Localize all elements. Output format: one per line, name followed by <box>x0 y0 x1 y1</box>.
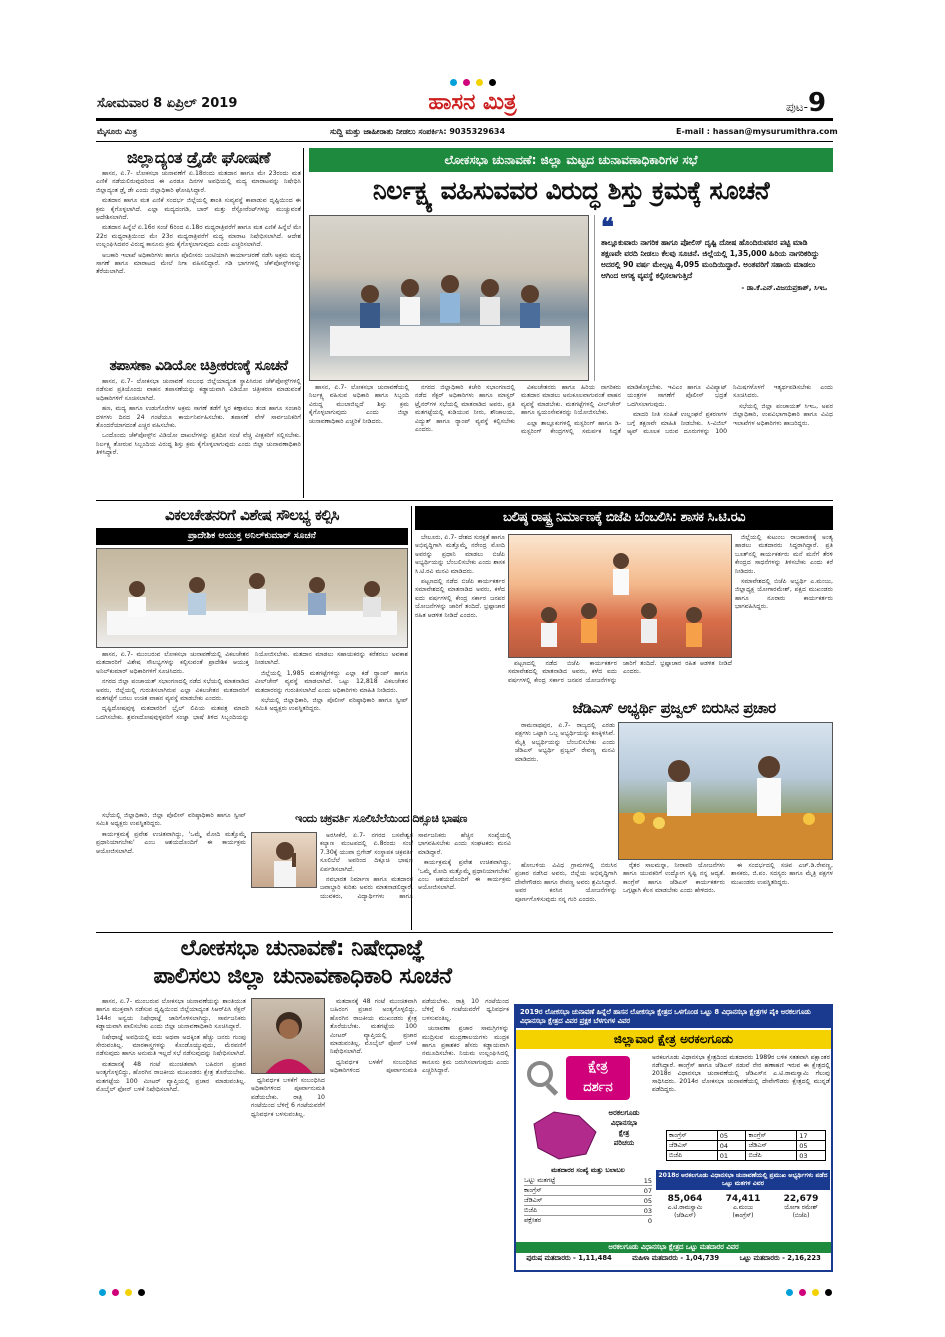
party-wins-table <box>666 1130 826 1161</box>
story3-body: ಹಾಸನ, ಏ.7- ಮುಂಬರುವ ಲೋಕಸಭಾ ಚುನಾವಣೆಯಲ್ಲಿ ವಿಕಲಚೇತನ ಮತದಾರರಿಗೆ ವಿಶೇಷ ಸೌಲಭ್ಯಗಳನ್ನು ಕಲ್ಪಿಸುವಂತೆ ಪ್ರಾದೇಶಿಕ ಆಯುಕ್ತ ಅನಿಲ್‌ಕುಮಾರ್ ಅಧಿಕಾರಿಗಳಿಗೆ ಸೂಚಿಸಿದರು. ನಗರದ ಜಿಲ್ಲಾ ಪಂಚಾಯತ್ ಸಭಾಂಗಣದಲ್ಲಿ ನಡೆದ ಸಭೆಯಲ್ಲಿ ಮಾತನಾಡಿದ ಅವರು, ಜಿಲ್ಲೆಯಲ್ಲಿ ಗುರುತಿಸಲಾಗಿರುವ ಎಲ್ಲಾ ವಿಕಲಚೇತನ ಮತದಾರರಿಗೆ ಮತಗಟ್ಟೆಗೆ ಬರಲು ಉಚಿತ ವಾಹನ ವ್ಯವಸ್ಥೆ ಮಾಡಬೇಕು ಎಂದರು. ದೃಷ್ಟಿದೋಷವುಳ್ಳ ಮತದಾರರಿಗೆ ಬ್ರೈಲ್ ಲಿಪಿಯ ಮತಪತ್ರ ಮಾದರಿ ಒದಗಿಸಬೇಕು. ಶ್ರವಣದೋಷವುಳ್ಳವರಿಗೆ ಸಂಜ್ಞಾ ಭಾಷೆ ತಿಳಿದ ಸಿಬ್ಬಂದಿಯನ್ನು ನಿಯೋಜಿಸಬೇಕು. ಮತದಾನ ಮಾಡಲು ಸಹಾಯಕರನ್ನು ಕರೆತರಲು ಅವಕಾಶ ನೀಡಲಾಗಿದೆ. ಜಿಲ್ಲೆಯಲ್ಲಿ 1,985 ಮತಗಟ್ಟೆಗಳಿದ್ದು ಎಲ್ಲಾ ಕಡೆ ರ‍್ಯಾಂಪ್ ಹಾಗೂ ವೀಲ್‌ಚೇರ್ ವ್ಯವಸ್ಥೆ ಮಾಡಲಾಗಿದೆ. ಒಟ್ಟು 12,818 ವಿಕಲಚೇತನ ಮತದಾರರನ್ನು ಗುರುತಿಸಲಾಗಿದೆ ಎಂದು ಅಧಿಕಾರಿಗಳು ಮಾಹಿತಿ ನೀಡಿದರು. ಸಭೆಯಲ್ಲಿ ಜಿಲ್ಲಾಧಿಕಾರಿ, ಜಿಲ್ಲಾ ಪೊಲೀಸ್ ವರಿಷ್ಠಾಧಿಕಾರಿ ಹಾಗೂ ಸ್ವೀಪ್ ಸಮಿತಿ ಅಧ್ಯಕ್ಷರು ಉಪಸ್ಥಿತರಿದ್ದರು. <box>96 651 408 721</box>
candidate-row <box>656 1194 830 1234</box>
ad-title: ಜಿಲ್ಲಾವಾರ ಕ್ಷೇತ್ರ ಅರಕಲಗೂಡು <box>516 1030 831 1049</box>
table-row: ಜೆಡಿಎಸ್ 04 ಜೆಡಿಎಸ್ 05 <box>667 1141 826 1151</box>
story6-body: ಅರಸೀಕೆರೆ, ಏ.7- ನಗರದ ಬಸವೇಶ್ವರ ಕಲ್ಯಾಣ ಮಂಟಪದಲ್ಲಿ ಏ.8ರಂದು ಸಂಜೆ 7.30ಕ್ಕೆ ಯುವಾ ಬ್ರಿಗೇಡ್ ಸಂಸ್ಥಾಪಕ ಚಕ್ರವರ್ತಿ ಸೂಲಿಬೆಲೆ ಅವರಿಂದ ದಿಕ್ಸೂಚಿ ಭಾಷಣ ಏರ್ಪಡಿಸಲಾಗಿದೆ. ನವಭಾರತ ನಿರ್ಮಾಣ ಹಾಗೂ ಮತದಾರರ ಜವಾಬ್ದಾರಿ ಕುರಿತು ಅವರು ಮಾತನಾಡಲಿದ್ದಾರೆ. ಯುವಕರು, ವಿದ್ಯಾರ್ಥಿಗಳು ಹಾಗೂ ಸಾರ್ವಜನಿಕರು ಹೆಚ್ಚಿನ ಸಂಖ್ಯೆಯಲ್ಲಿ ಭಾಗವಹಿಸಬೇಕು ಎಂದು ಸಂಘಟಕರು ಮನವಿ ಮಾಡಿದ್ದಾರೆ. ಕಾರ್ಯಕ್ರಮಕ್ಕೆ ಪ್ರವೇಶ ಉಚಿತವಾಗಿದ್ದು, 'ಒಮ್ಮೆ ಮೋದಿ ಮತ್ತೊಮ್ಮೆ ಪ್ರಧಾನಿಯಾಗಬೇಕು' ಎಂಬ ಆಶಯದೊಂದಿಗೆ ಈ ಕಾರ್ಯಕ್ರಮ ಆಯೋಜಿಸಲಾಗಿದೆ. <box>320 832 511 900</box>
results-title: 2018ರ ಅರಕಲಗೂಡು ವಿಧಾನಸಭಾ ಚುನಾವಣೆಯಲ್ಲಿ ಪ್ರಮುಖ ಅಭ್ಯರ್ಥಿಗಳು ಪಡೆದ ಒಟ್ಟು ಮತಗಳ ವಿವರ <box>656 1170 830 1190</box>
story2-body: ಹಾಸನ, ಏ.7- ಲೋಕಸಭಾ ಚುನಾವಣೆ ಸಂಬಂಧ ಜಿಲ್ಲೆಯಾದ್ಯಂತ ಸ್ಥಾಪಿಸಿರುವ ಚೆಕ್‌ಪೋಸ್ಟ್‌ಗಳಲ್ಲಿ ನಡೆಸುವ ಪ್ರತಿಯೊಂದು ವಾಹನ ತಪಾಸಣೆಯನ್ನು ಕಡ್ಡಾಯವಾಗಿ ವಿಡಿಯೋ ಚಿತ್ರೀಕರಣ ಮಾಡುವಂತೆ ಅಧಿಕಾರಿಗಳಿಗೆ ಸೂಚಿಸಲಾಗಿದೆ. ಹಣ, ಮದ್ಯ ಹಾಗೂ ಉಡುಗೊರೆಗಳ ಅಕ್ರಮ ಸಾಗಣೆ ತಡೆಗೆ ಸ್ಥಿರ ಕಣ್ಗಾವಲು ತಂಡ ಹಾಗೂ ಸಂಚಾರಿ ದಳಗಳು ದಿನದ 24 ಗಂಟೆಯೂ ಕಾರ್ಯನಿರ್ವಹಿಸಬೇಕು. ತಪಾಸಣೆ ವೇಳೆ ಸಾರ್ವಜನಿಕರಿಗೆ ತೊಂದರೆಯಾಗದಂತೆ ಎಚ್ಚರ ವಹಿಸಬೇಕು. ಒಂದೊಂದು ಚೆಕ್‌ಪೋಸ್ಟ್‌ನ ವಿಡಿಯೋ ದಾಖಲೆಗಳನ್ನು ಪ್ರತಿದಿನ ಸಂಜೆ ವೆಚ್ಚ ವೀಕ್ಷಕರಿಗೆ ಸಲ್ಲಿಸಬೇಕು. ನಿರ್ಲಕ್ಷ್ಯ ತೋರುವ ಸಿಬ್ಬಂದಿಯ ವಿರುದ್ಧ ಶಿಸ್ತು ಕ್ರಮ ಕೈಗೊಳ್ಳಲಾಗುವುದು ಎಂದು ಜಿಲ್ಲಾ ಚುನಾವಣಾಧಿಕಾರಿ ತಿಳಿಸಿದ್ದಾರೆ. <box>96 378 301 457</box>
voter-table-title: ಮತದಾರರ ಸಂಖ್ಯೆ ಮತ್ತು ಬಲಾಬಲ <box>551 1166 625 1174</box>
quote-text: ತಾಲ್ಲೂಕುವಾರು ನಾಗರಿಕ ಹಾಗೂ ಪೋಲಿಸ್ ದೃಷ್ಟಿ ದೋಷ ಹೊಂದಿರುವವರ ಪಟ್ಟಿ ಮಾಡಿ ತಕ್ಷಣವೇ ವರದಿ ನೀಡಲು ಕೆಲವು ಸೂಚನೆ. ಜಿಲ್ಲೆಯಲ್ಲಿ 1,35,000 ಹಿರಿಯ ನಾಗರಿಕರಿದ್ದು ಅದರಲ್ಲಿ 90 ವರ್ಷ ಮೇಲ್ಪಟ್ಟ 4,095 ಮಂದಿಯಿದ್ದಾರೆ. ಅಂತವರಿಗೆ ಸಹಾಯ ಮಾಡಲು ಆಗಿಂದ ಅಗತ್ಯ ವ್ಯವಸ್ಥೆ ಕಲ್ಪಿಸಲಾಗುತ್ತಿದೆ <box>601 238 820 280</box>
table-row: ಬಿಜೆಪಿ 03 <box>524 1206 652 1215</box>
story5-body-left: ರಾಮನಾಥಪುರ, ಏ.7- ರಾಜ್ಯದಲ್ಲಿ ಎರಡು ಪಕ್ಷಗಳು ಒಟ್ಟಾಗಿ ಒಬ್ಬ ಅಭ್ಯರ್ಥಿಯನ್ನು ಕಣಕ್ಕಿಳಿಸಿವೆ. ಮೈತ್ರಿ ಅಭ್ಯರ್ಥಿಯನ್ನು ಬೆಂಬಲಿಸಬೇಕು ಎಂದು ಜೆಡಿಎಸ್ ಅಭ್ಯರ್ಥಿ ಪ್ರಜ್ವಲ್ ರೇವಣ್ಣ ಮನವಿ ಮಾಡಿದರು. <box>515 722 615 763</box>
candidate-card: 22,679 ಯೋಗಾ ರಮೇಶ್ (ಬಿಜೆಪಿ) <box>783 1194 819 1219</box>
story4-body-bottom: ಪಟ್ಟಣದಲ್ಲಿ ನಡೆದ ಬಿಜೆಪಿ ಕಾರ್ಯಕರ್ತರ ಸಮಾವೇಶದಲ್ಲಿ ಮಾತನಾಡಿದ ಅವರು, ಕಳೆದ ಐದು ವರ್ಷಗಳಲ್ಲಿ ಕೇಂದ್ರ ಸರ್ಕಾರ ಜನಪರ ಯೋಜನೆಗಳನ್ನು ಜಾರಿಗೆ ತಂದಿದೆ. ಭ್ರಷ್ಟಾಚಾರ ರಹಿತ ಆಡಳಿತ ನೀಡಿದೆ ಎಂದರು. <box>508 660 732 684</box>
brand-label: ಮೈಸೂರು ಮಿತ್ರ <box>97 127 137 136</box>
story5-headline: ಜೆಡಿಎಸ್ ಅಭ್ಯರ್ಥಿ ಪ್ರಜ್ವಲ್ ಬಿರುಸಿನ ಪ್ರಚಾರ <box>572 699 776 717</box>
lead-kicker: ಲೋಕಸಭಾ ಚುನಾವಣೆ: ಜಿಲ್ಲಾ ಮಟ್ಟದ ಚುನಾವಣಾಧಿಕಾರಿಗಳ ಸಭೆ <box>309 148 833 172</box>
story4-body-right: ಜಿಲ್ಲೆಯಲ್ಲಿ ಕುಟುಂಬ ರಾಜಕಾರಣಕ್ಕೆ ಅಂತ್ಯ ಹಾಡಲು ಮತದಾರರು ಸಿದ್ಧರಾಗಿದ್ದಾರೆ. ಪ್ರತಿ ಬೂತ್‌ನಲ್ಲಿ ಕಾರ್ಯಕರ್ತರು ಮನೆ ಮನೆಗೆ ತೆರಳಿ ಕೇಂದ್ರದ ಸಾಧನೆಗಳನ್ನು ತಿಳಿಸಬೇಕು ಎಂದು ಕರೆ ನೀಡಿದರು. ಸಮಾವೇಶದಲ್ಲಿ ಬಿಜೆಪಿ ಅಭ್ಯರ್ಥಿ ಎ.ಮಂಜು, ಜಿಲ್ಲಾಧ್ಯಕ್ಷ ಯೋಗಾರಮೇಶ್, ಪಕ್ಷದ ಮುಖಂಡರು ಹಾಗೂ ನೂರಾರು ಕಾರ್ಯಕರ್ತರು ಭಾಗವಹಿಸಿದ್ದರು. <box>735 534 833 611</box>
lead-headline: ನಿರ್ಲಕ್ಷ್ಯ ವಹಿಸುವವರ ವಿರುದ್ಧ ಶಿಸ್ತು ಕ್ರಮಕ್ಕೆ ಸೂಚನೆ <box>372 176 770 205</box>
kshetra-darshana-badge: ಕ್ಷೇತ್ರ ದರ್ಶನ <box>566 1056 630 1100</box>
table-row: ಕಾಂಗ್ರೆಸ್ 07 <box>524 1186 652 1195</box>
quote-mark-icon: ❝ <box>601 212 614 241</box>
candidate-card: 74,411 ಎ.ಮಂಜು (ಕಾಂಗ್ರೆಸ್) <box>725 1194 761 1219</box>
email-line: E-mail : hassan@mysurumithra.com <box>676 127 838 136</box>
table-row: ಬಿಜೆಪಿ 01 ಬಿಜೆಪಿ 03 <box>667 1151 826 1161</box>
ad-description: ಅರಕಲಗೂಡು ವಿಧಾನಸಭಾ ಕ್ಷೇತ್ರದಿಂದ ಮತದಾರರು 1989ರ ಬಳಿಕ ಸತತವಾಗಿ ಪಕ್ಷಾಂತರ ನಡೆಸಿದ್ದಾರೆ. ಕಾಂಗ್ರೆಸ್ ಹಾಗೂ ಜೆಡಿಎಸ್ ನಡುವೆ ನೇರ ಹಣಾಹಣಿ ಇರುವ ಈ ಕ್ಷೇತ್ರದಲ್ಲಿ 2018ರ ವಿಧಾನಸಭಾ ಚುನಾವಣೆಯಲ್ಲಿ ಜೆಡಿಎಸ್‌ನ ಎ.ಟಿ.ರಾಮಸ್ವಾಮಿ ಗೆಲುವು ಸಾಧಿಸಿದರು. 2014ರ ಲೋಕಸಭಾ ಚುನಾವಣೆಯಲ್ಲಿ ದೇವೇಗೌಡರು ಕ್ಷೇತ್ರದಲ್ಲಿ ಮುನ್ನಡೆ ಪಡೆದಿದ್ದರು. <box>652 1054 830 1093</box>
story6-body-left: ಸಭೆಯಲ್ಲಿ ಜಿಲ್ಲಾಧಿಕಾರಿ, ಜಿಲ್ಲಾ ಪೊಲೀಸ್ ವರಿಷ್ಠಾಧಿಕಾರಿ ಹಾಗೂ ಸ್ವೀಪ್ ಸಮಿತಿ ಅಧ್ಯಕ್ಷರು ಉಪಸ್ಥಿತರಿದ್ದರು. ಕಾರ್ಯಕ್ರಮಕ್ಕೆ ಪ್ರವೇಶ ಉಚಿತವಾಗಿದ್ದು, 'ಒಮ್ಮೆ ಮೋದಿ ಮತ್ತೊಮ್ಮೆ ಪ್ರಧಾನಿಯಾಗಬೇಕು' ಎಂಬ ಆಶಯದೊಂದಿಗೆ ಈ ಕಾರ್ಯಕ್ರಮ ಆಯೋಜಿಸಲಾಗಿದೆ. <box>96 812 246 855</box>
table-row: ಒಟ್ಟು ಮತಗಟ್ಟೆ 15 <box>524 1176 652 1185</box>
ad-banner: 2019ರ ಲೋಕಸಭಾ ಚುನಾವಣೆ ಹಿನ್ನೆಲೆ ಹಾಸನ ಲೋಕಸಭಾ ಕ್ಷೇತ್ರದ ಒಳಗೊಂಡ ಒಟ್ಟು 8 ವಿಧಾನಸಭಾ ಕ್ಷೇತ್ರಗಳ ಪೈಕಿ ಅರಕಲಗೂಡು ವಿಧಾನಸಭಾ ಕ್ಷೇತ್ರದ ವಿವರ ಪ್ರಕ್ಷಕ ಬೆಳಗುಗಳ ವಿವರ <box>516 1006 831 1028</box>
page-number: ಪುಟ-9 <box>786 88 827 118</box>
contact-line: ಸುದ್ದಿ ಮತ್ತು ಜಾಹೀರಾತು ನೀಡಲು ಸಂಪರ್ಕಿಸಿ: 9035329634 <box>330 127 506 136</box>
sub-rule <box>96 141 833 142</box>
story7-body-col2: ಧ್ವನಿವರ್ಧಕ ಬಳಕೆಗೆ ಸಂಬಂಧಿಸಿದ ಅಧಿಕಾರಿಗಳಿಂದ ಪೂರ್ವಾನುಮತಿ ಪಡೆಯಬೇಕು. ರಾತ್ರಿ 10 ಗಂಟೆಯಿಂದ ಬೆಳಿಗ್ಗೆ 6 ಗಂಟೆಯವರೆಗೆ ಧ್ವನಿವರ್ಧಕ ಬಳಸುವಂತಿಲ್ಲ. <box>251 1077 325 1118</box>
story5-campaign-photo <box>618 722 833 860</box>
left-vertical-rule <box>303 148 304 498</box>
story7-body-col1: ಹಾಸನ, ಏ.7- ಮುಂಬರುವ ಲೋಕಸಭಾ ಚುನಾವಣೆಯನ್ನು ಶಾಂತಿಯುತ ಹಾಗೂ ಮುಕ್ತವಾಗಿ ನಡೆಸುವ ದೃಷ್ಟಿಯಿಂದ ಜಿಲ್ಲೆಯಾದ್ಯಂತ ಸಿಆರ್‌ಪಿಸಿ ಸೆಕ್ಷನ್ 144ರ ಅನ್ವಯ ನಿಷೇಧಾಜ್ಞೆ ಜಾರಿಗೊಳಿಸಲಾಗಿದ್ದು, ಸಾರ್ವಜನಿಕರು ಕಡ್ಡಾಯವಾಗಿ ಪಾಲಿಸಬೇಕು ಎಂದು ಜಿಲ್ಲಾ ಚುನಾವಣಾಧಿಕಾರಿ ಸೂಚಿಸಿದ್ದಾರೆ. ನಿಷೇಧಾಜ್ಞೆ ಅವಧಿಯಲ್ಲಿ ಐದು ಅಥವಾ ಅದಕ್ಕಿಂತ ಹೆಚ್ಚು ಜನರು ಗುಂಪು ಸೇರುವಂತಿಲ್ಲ. ಮಾರಕಾಸ್ತ್ರಗಳನ್ನು ಕೊಂಡೊಯ್ಯುವುದು, ಮೆರವಣಿಗೆ ನಡೆಸುವುದು ಹಾಗೂ ಅನುಮತಿ ಇಲ್ಲದೆ ಸಭೆ ನಡೆಸುವುದನ್ನು ನಿಷೇಧಿಸಲಾಗಿದೆ. ಮತದಾನಕ್ಕೆ 48 ಗಂಟೆ ಮುಂಚಿತವಾಗಿ ಬಹಿರಂಗ ಪ್ರಚಾರ ಅಂತ್ಯಗೊಳ್ಳಲಿದ್ದು, ಹೊರಗಿನ ರಾಜಕೀಯ ಮುಖಂಡರು ಕ್ಷೇತ್ರ ತೊರೆಯಬೇಕು. ಮತಗಟ್ಟೆಯ 100 ಮೀಟರ್ ವ್ಯಾಪ್ತಿಯಲ್ಲಿ ಪ್ರಚಾರ ಮಾಡುವಂತಿಲ್ಲ. ಮೊಬೈಲ್ ಫೋನ್ ಬಳಕೆ ನಿಷೇಧಿಸಲಾಗಿದೆ. <box>96 998 246 1094</box>
quote-box <box>594 212 833 381</box>
masthead-date: ಸೋಮವಾರ 8 ಏಪ್ರಿಲ್ 2019 <box>97 96 238 111</box>
speaker-photo <box>251 832 317 888</box>
story3-meeting-photo <box>96 548 408 648</box>
story5-body-bottom: ಹೋಬಳಿಯ ವಿವಿಧ ಗ್ರಾಮಗಳಲ್ಲಿ ಬಿರುಸಿನ ಪ್ರಚಾರ ನಡೆಸಿದ ಅವರು, ಜಿಲ್ಲೆಯ ಅಭಿವೃದ್ಧಿಗಾಗಿ ದೇವೇಗೌಡರು ಹಾಗೂ ರೇವಣ್ಣ ಅವರು ಶ್ರಮಿಸಿದ್ದಾರೆ. ಅವರ ಕನಸಿನ ಯೋಜನೆಗಳನ್ನು ಪೂರ್ಣಗೊಳಿಸುವುದು ನನ್ನ ಗುರಿ ಎಂದರು. ರೈತರ ಸಾಲಮನ್ನಾ, ನೀರಾವರಿ ಯೋಜನೆಗಳು ಹಾಗೂ ಯುವಕರಿಗೆ ಉದ್ಯೋಗ ಸೃಷ್ಟಿ ನನ್ನ ಆದ್ಯತೆ. ಕಾಂಗ್ರೆಸ್ ಹಾಗೂ ಜೆಡಿಎಸ್ ಕಾರ್ಯಕರ್ತರು ಒಗ್ಗಟ್ಟಾಗಿ ಕೆಲಸ ಮಾಡಬೇಕು ಎಂದು ಹೇಳಿದರು. ಈ ಸಂದರ್ಭದಲ್ಲಿ ಸಚಿವ ಎಚ್.ಡಿ.ರೇವಣ್ಣ, ಶಾಸಕರು, ಜಿ.ಪಂ. ಸದಸ್ಯರು ಹಾಗೂ ಮೈತ್ರಿ ಪಕ್ಷಗಳ ಮುಖಂಡರು ಉಪಸ್ಥಿತರಿದ್ದರು. <box>515 862 833 903</box>
district-map <box>524 1104 604 1168</box>
constituency-ad <box>514 1004 833 1272</box>
quote-attribution: - ಡಾ.ಕೆ.ಎನ್.ವಿಜಯಪ್ರಕಾಶ್, ಸಿಇಒ <box>741 284 827 292</box>
story3-headline: ವಿಕಲಚೇತನರಿಗೆ ವಿಶೇಷ ಸೌಲಭ್ಯ ಕಲ್ಪಿಸಿ <box>165 506 339 524</box>
masthead-rule <box>96 118 833 121</box>
mid-rule <box>96 500 833 501</box>
color-registration-top <box>447 71 499 90</box>
story6-headline: ಇಂದು ಚಕ್ರವರ್ತಿ ಸೂಲಿಬೆಲೆಯಿಂದ ದಿಕ್ಸೂಚಿ ಭಾಷಣ <box>295 812 467 825</box>
candidate-card: 85,064 ಎ.ಟಿ.ರಾಮಸ್ವಾಮಿ (ಜೆಡಿಎಸ್) <box>667 1194 703 1219</box>
story4-body-left: ಬೇಲೂರು, ಏ.7- ದೇಶದ ಸುರಕ್ಷತೆ ಹಾಗೂ ಅಭಿವೃದ್ಧಿಗಾಗಿ ಮತ್ತೊಮ್ಮೆ ನರೇಂದ್ರ ಮೋದಿ ಅವರನ್ನು ಪ್ರಧಾನಿ ಮಾಡಲು ಬಿಜೆಪಿ ಅಭ್ಯರ್ಥಿಯನ್ನು ಬೆಂಬಲಿಸಬೇಕು ಎಂದು ಶಾಸಕ ಸಿ.ಟಿ.ರವಿ ಮನವಿ ಮಾಡಿದರು. ಪಟ್ಟಣದಲ್ಲಿ ನಡೆದ ಬಿಜೆಪಿ ಕಾರ್ಯಕರ್ತರ ಸಮಾವೇಶದಲ್ಲಿ ಮಾತನಾಡಿದ ಅವರು, ಕಳೆದ ಐದು ವರ್ಷಗಳಲ್ಲಿ ಕೇಂದ್ರ ಸರ್ಕಾರ ಜನಪರ ಯೋಜನೆಗಳನ್ನು ಜಾರಿಗೆ ತಂದಿದೆ. ಭ್ರಷ್ಟಾಚಾರ ರಹಿತ ಆಡಳಿತ ನೀಡಿದೆ ಎಂದರು. <box>415 534 505 619</box>
story1-body: ಹಾಸನ, ಏ.7- ಲೋಕಸಭಾ ಚುನಾವಣೆಗೆ ಏ.18ರಂದು ಮತದಾನ ಹಾಗೂ ಮೇ 23ರಂದು ಮತ ಎಣಿಕೆ ನಡೆಯಲಿರುವುದರಿಂದ ಈ ಎರಡೂ ದಿನಗಳ ಅವಧಿಯಲ್ಲಿ ಮದ್ಯ ಮಾರಾಟವನ್ನು ನಿಷೇಧಿಸಿ ಜಿಲ್ಲಾದ್ಯಂತ ಡ್ರೈ ಡೇ ಎಂದು ಜಿಲ್ಲಾಧಿಕಾರಿ ಘೋಷಿಸಿದ್ದಾರೆ. ಮತದಾನ ಹಾಗೂ ಮತ ಎಣಿಕೆ ಸಂದರ್ಭ ಜಿಲ್ಲೆಯಲ್ಲಿ ಶಾಂತಿ ಸುವ್ಯವಸ್ಥೆ ಕಾಪಾಡುವ ದೃಷ್ಟಿಯಿಂದ ಈ ಕ್ರಮ ಕೈಗೊಳ್ಳಲಾಗಿದೆ. ಎಲ್ಲಾ ಮದ್ಯದಂಗಡಿ, ಬಾರ್ ಮತ್ತು ರೆಸ್ಟೋರೆಂಟ್‌ಗಳನ್ನು ಮುಚ್ಚುವಂತೆ ಆದೇಶಿಸಲಾಗಿದೆ. ಮತದಾನ ಹಿನ್ನೆಲೆ ಏ.16ರ ಸಂಜೆ 6ರಿಂದ ಏ.18ರ ಮಧ್ಯರಾತ್ರಿವರೆಗೆ ಹಾಗೂ ಮತ ಎಣಿಕೆ ಹಿನ್ನೆಲೆ ಮೇ 22ರ ಮಧ್ಯರಾತ್ರಿಯಿಂದ ಮೇ 23ರ ಮಧ್ಯರಾತ್ರಿವರೆಗೆ ಮದ್ಯ ಮಾರಾಟ ನಿಷೇಧಿಸಲಾಗಿದೆ. ಆದೇಶ ಉಲ್ಲಂಘಿಸಿದವರ ವಿರುದ್ಧ ಕಾನೂನು ಕ್ರಮ ಕೈಗೊಳ್ಳಲಾಗುವುದು ಎಂದು ಎಚ್ಚರಿಸಲಾಗಿದೆ. ಅಬಕಾರಿ ಇಲಾಖೆ ಅಧಿಕಾರಿಗಳು ಹಾಗೂ ಪೊಲೀಸರು ಜಂಟಿಯಾಗಿ ಕಾರ್ಯಾಚರಣೆ ನಡೆಸಿ ಅಕ್ರಮ ಮದ್ಯ ಸಾಗಣೆ ಹಾಗೂ ಮಾರಾಟದ ಮೇಲೆ ನಿಗಾ ವಹಿಸಲಿದ್ದಾರೆ. ಗಡಿ ಭಾಗಗಳಲ್ಲಿ ಚೆಕ್‌ಪೋಸ್ಟ್‌ಗಳನ್ನು ತೆರೆಯಲಾಗಿದೆ. <box>96 170 301 276</box>
story2-headline: ತಪಾಸಣಾ ವಿಡಿಯೋ ಚಿತ್ರೀಕರಣಕ್ಕೆ ಸೂಚನೆ <box>109 358 288 374</box>
masthead-title: ಹಾಸನ ಮಿತ್ರ <box>428 90 517 115</box>
table-row: ಜೆಡಿಎಸ್ 05 <box>524 1196 652 1205</box>
story7-headline-line2: ಪಾಲಿಸಲು ಜಿಲ್ಲಾ ಚುನಾವಣಾಧಿಕಾರಿ ಸೂಚನೆ <box>153 964 452 989</box>
color-registration-bottom-right <box>783 1281 835 1300</box>
magnifier-icon <box>524 1058 564 1102</box>
story7-body-col3: ಮತದಾನಕ್ಕೆ 48 ಗಂಟೆ ಮುಂಚಿತವಾಗಿ ಬಹಿರಂಗ ಪ್ರಚಾರ ಅಂತ್ಯಗೊಳ್ಳಲಿದ್ದು, ಹೊರಗಿನ ರಾಜಕೀಯ ಮುಖಂಡರು ಕ್ಷೇತ್ರ ತೊರೆಯಬೇಕು. ಮತಗಟ್ಟೆಯ 100 ಮೀಟರ್ ವ್ಯಾಪ್ತಿಯಲ್ಲಿ ಪ್ರಚಾರ ಮಾಡುವಂತಿಲ್ಲ. ಮೊಬೈಲ್ ಫೋನ್ ಬಳಕೆ ನಿಷೇಧಿಸಲಾಗಿದೆ. ಧ್ವನಿವರ್ಧಕ ಬಳಕೆಗೆ ಸಂಬಂಧಿಸಿದ ಅಧಿಕಾರಿಗಳಿಂದ ಪೂರ್ವಾನುಮತಿ ಪಡೆಯಬೇಕು. ರಾತ್ರಿ 10 ಗಂಟೆಯಿಂದ ಬೆಳಿಗ್ಗೆ 6 ಗಂಟೆಯವರೆಗೆ ಧ್ವನಿವರ್ಧಕ ಬಳಸುವಂತಿಲ್ಲ. ಚುನಾವಣಾ ಪ್ರಚಾರ ಸಾಮಗ್ರಿಗಳನ್ನು ಮುದ್ರಿಸುವ ಮುದ್ರಣಾಲಯಗಳು ಮುದ್ರಕ ಹಾಗೂ ಪ್ರಕಾಶಕರ ಹೆಸರು ಕಡ್ಡಾಯವಾಗಿ ನಮೂದಿಸಬೇಕು. ನಿಯಮ ಉಲ್ಲಂಘಿಸಿದಲ್ಲಿ ಕಾನೂನು ಕ್ರಮ ಜರುಗಿಸಲಾಗುವುದು ಎಂದು ಎಚ್ಚರಿಸಿದ್ದಾರೆ. <box>330 998 509 1075</box>
table-row: ಕಾಂಗ್ರೆಸ್ 05 ಕಾಂಗ್ರೆಸ್ 17 <box>667 1131 826 1141</box>
story1-headline: ಜಿಲ್ಲಾದ್ಯಂತ ಡ್ರೈಡೇ ಘೋಷಣೆ <box>127 148 270 167</box>
story4-rally-photo <box>508 534 732 658</box>
voter-strength-table <box>524 1176 652 1225</box>
map-caption: ಅರಕಲಗೂಡು ವಿಧಾನಸಭಾ ಕ್ಷೇತ್ರ ಪರಿಚಯ <box>608 1109 640 1147</box>
story7-headline-line1: ಲೋಕಸಭಾ ಚುನಾವಣೆ: ನಿಷೇಧಾಜ್ಞೆ <box>180 936 425 961</box>
story4-headline: ಬಲಿಷ್ಠ ರಾಷ್ಟ್ರ ನಿರ್ಮಾಣಕ್ಕೆ ಬಿಜೆಪಿ ಬೆಂಬಲಿಸಿ: ಶಾಸಕ ಸಿ.ಟಿ.ರವಿ <box>415 506 833 530</box>
table-row: ಪಕ್ಷೇತರ 0 <box>524 1216 652 1225</box>
voter-totals: ಪುರುಷ ಮತದಾರರು - 1,11,484 ಮಹಿಳಾ ಮತದಾರರು - 1,04,739 ಒಟ್ಟು ಮತದಾರರು - 2,16,223 <box>526 1254 821 1262</box>
story3-kicker: ಪ್ರಾದೇಶಿಕ ಆಯುಕ್ತ ಅನಿಲ್‌ಕುಮಾರ್ ಸೂಚನೆ <box>96 528 408 545</box>
lead-body: ಹಾಸನ, ಏ.7- ಲೋಕಸಭಾ ಚುನಾವಣೆಯಲ್ಲಿ ನಿರ್ಲಕ್ಷ್ಯ ವಹಿಸುವ ಅಧಿಕಾರಿ ಹಾಗೂ ಸಿಬ್ಬಂದಿ ವಿರುದ್ಧ ಮುಲಾಜಿಲ್ಲದೆ ಶಿಸ್ತು ಕ್ರಮ ಕೈಗೊಳ್ಳಲಾಗುವುದು ಎಂದು ಜಿಲ್ಲಾ ಚುನಾವಣಾಧಿಕಾರಿ ಎಚ್ಚರಿಕೆ ನೀಡಿದರು. ನಗರದ ಜಿಲ್ಲಾಧಿಕಾರಿ ಕಚೇರಿ ಸಭಾಂಗಣದಲ್ಲಿ ನಡೆದ ಸೆಕ್ಟರ್ ಅಧಿಕಾರಿಗಳು ಹಾಗೂ ಮಾಸ್ಟರ್ ಟ್ರೈನರ್‌ಗಳ ಸಭೆಯಲ್ಲಿ ಮಾತನಾಡಿದ ಅವರು, ಪ್ರತಿ ಮತಗಟ್ಟೆಯಲ್ಲಿ ಕುಡಿಯುವ ನೀರು, ಶೌಚಾಲಯ, ವಿದ್ಯುತ್ ಹಾಗೂ ರ‍್ಯಾಂಪ್ ವ್ಯವಸ್ಥೆ ಕಲ್ಪಿಸಬೇಕು ಎಂದರು. ವಿಕಲಚೇತನರು ಹಾಗೂ ಹಿರಿಯ ನಾಗರಿಕರು ಮತದಾನ ಮಾಡಲು ಅನುಕೂಲವಾಗುವಂತೆ ವಾಹನ ವ್ಯವಸ್ಥೆ ಮಾಡಬೇಕು. ಮತಗಟ್ಟೆಗಳಲ್ಲಿ ವೀಲ್‌ಚೇರ್ ಹಾಗೂ ಸ್ವಯಂಸೇವಕರನ್ನು ನಿಯೋಜಿಸಬೇಕು. ಎಲ್ಲಾ ತಾಲ್ಲೂಕುಗಳಲ್ಲಿ ಮಸ್ಟರಿಂಗ್ ಹಾಗೂ ಡಿ-ಮಸ್ಟರಿಂಗ್ ಕೇಂದ್ರಗಳಲ್ಲಿ ಸಮರ್ಪಕ ಸಿದ್ಧತೆ ಮಾಡಿಕೊಳ್ಳಬೇಕು. ಇವಿಎಂ ಹಾಗೂ ವಿವಿಪ್ಯಾಟ್ ಯಂತ್ರಗಳ ಸಾಗಣೆಗೆ ಪೊಲೀಸ್ ಭದ್ರತೆ ಒದಗಿಸಲಾಗುವುದು. ಮಾದರಿ ನೀತಿ ಸಂಹಿತೆ ಉಲ್ಲಂಘನೆ ಪ್ರಕರಣಗಳ ಬಗ್ಗೆ ತಕ್ಷಣವೇ ಮಾಹಿತಿ ನೀಡಬೇಕು. ಸಿ-ವಿಜಿಲ್ ಆ್ಯಪ್ ಮೂಲಕ ಬರುವ ದೂರುಗಳನ್ನು 100 ನಿಮಿಷಗಳೊಳಗೆ ಇತ್ಯರ್ಥಪಡಿಸಬೇಕು ಎಂದು ಸೂಚಿಸಿದರು. ಸಭೆಯಲ್ಲಿ ಜಿಲ್ಲಾ ಪಂಚಾಯತ್ ಸಿಇಒ, ಅಪರ ಜಿಲ್ಲಾಧಿಕಾರಿ, ಉಪವಿಭಾಗಾಧಿಕಾರಿ ಹಾಗೂ ವಿವಿಧ ಇಲಾಖೆಗಳ ಅಧಿಕಾರಿಗಳು ಹಾಜರಿದ್ದರು. <box>309 384 833 436</box>
officer-portrait <box>251 998 325 1074</box>
lower-rule <box>96 932 833 933</box>
ad-footer-title: ಅರಕಲಗೂಡು ವಿಧಾನಸಭಾ ಕ್ಷೇತ್ರದ ಒಟ್ಟು ಮತದಾರರ ವಿವರ <box>516 1242 831 1253</box>
color-registration-bottom-left <box>96 1281 148 1300</box>
lead-meeting-photo <box>309 215 589 381</box>
